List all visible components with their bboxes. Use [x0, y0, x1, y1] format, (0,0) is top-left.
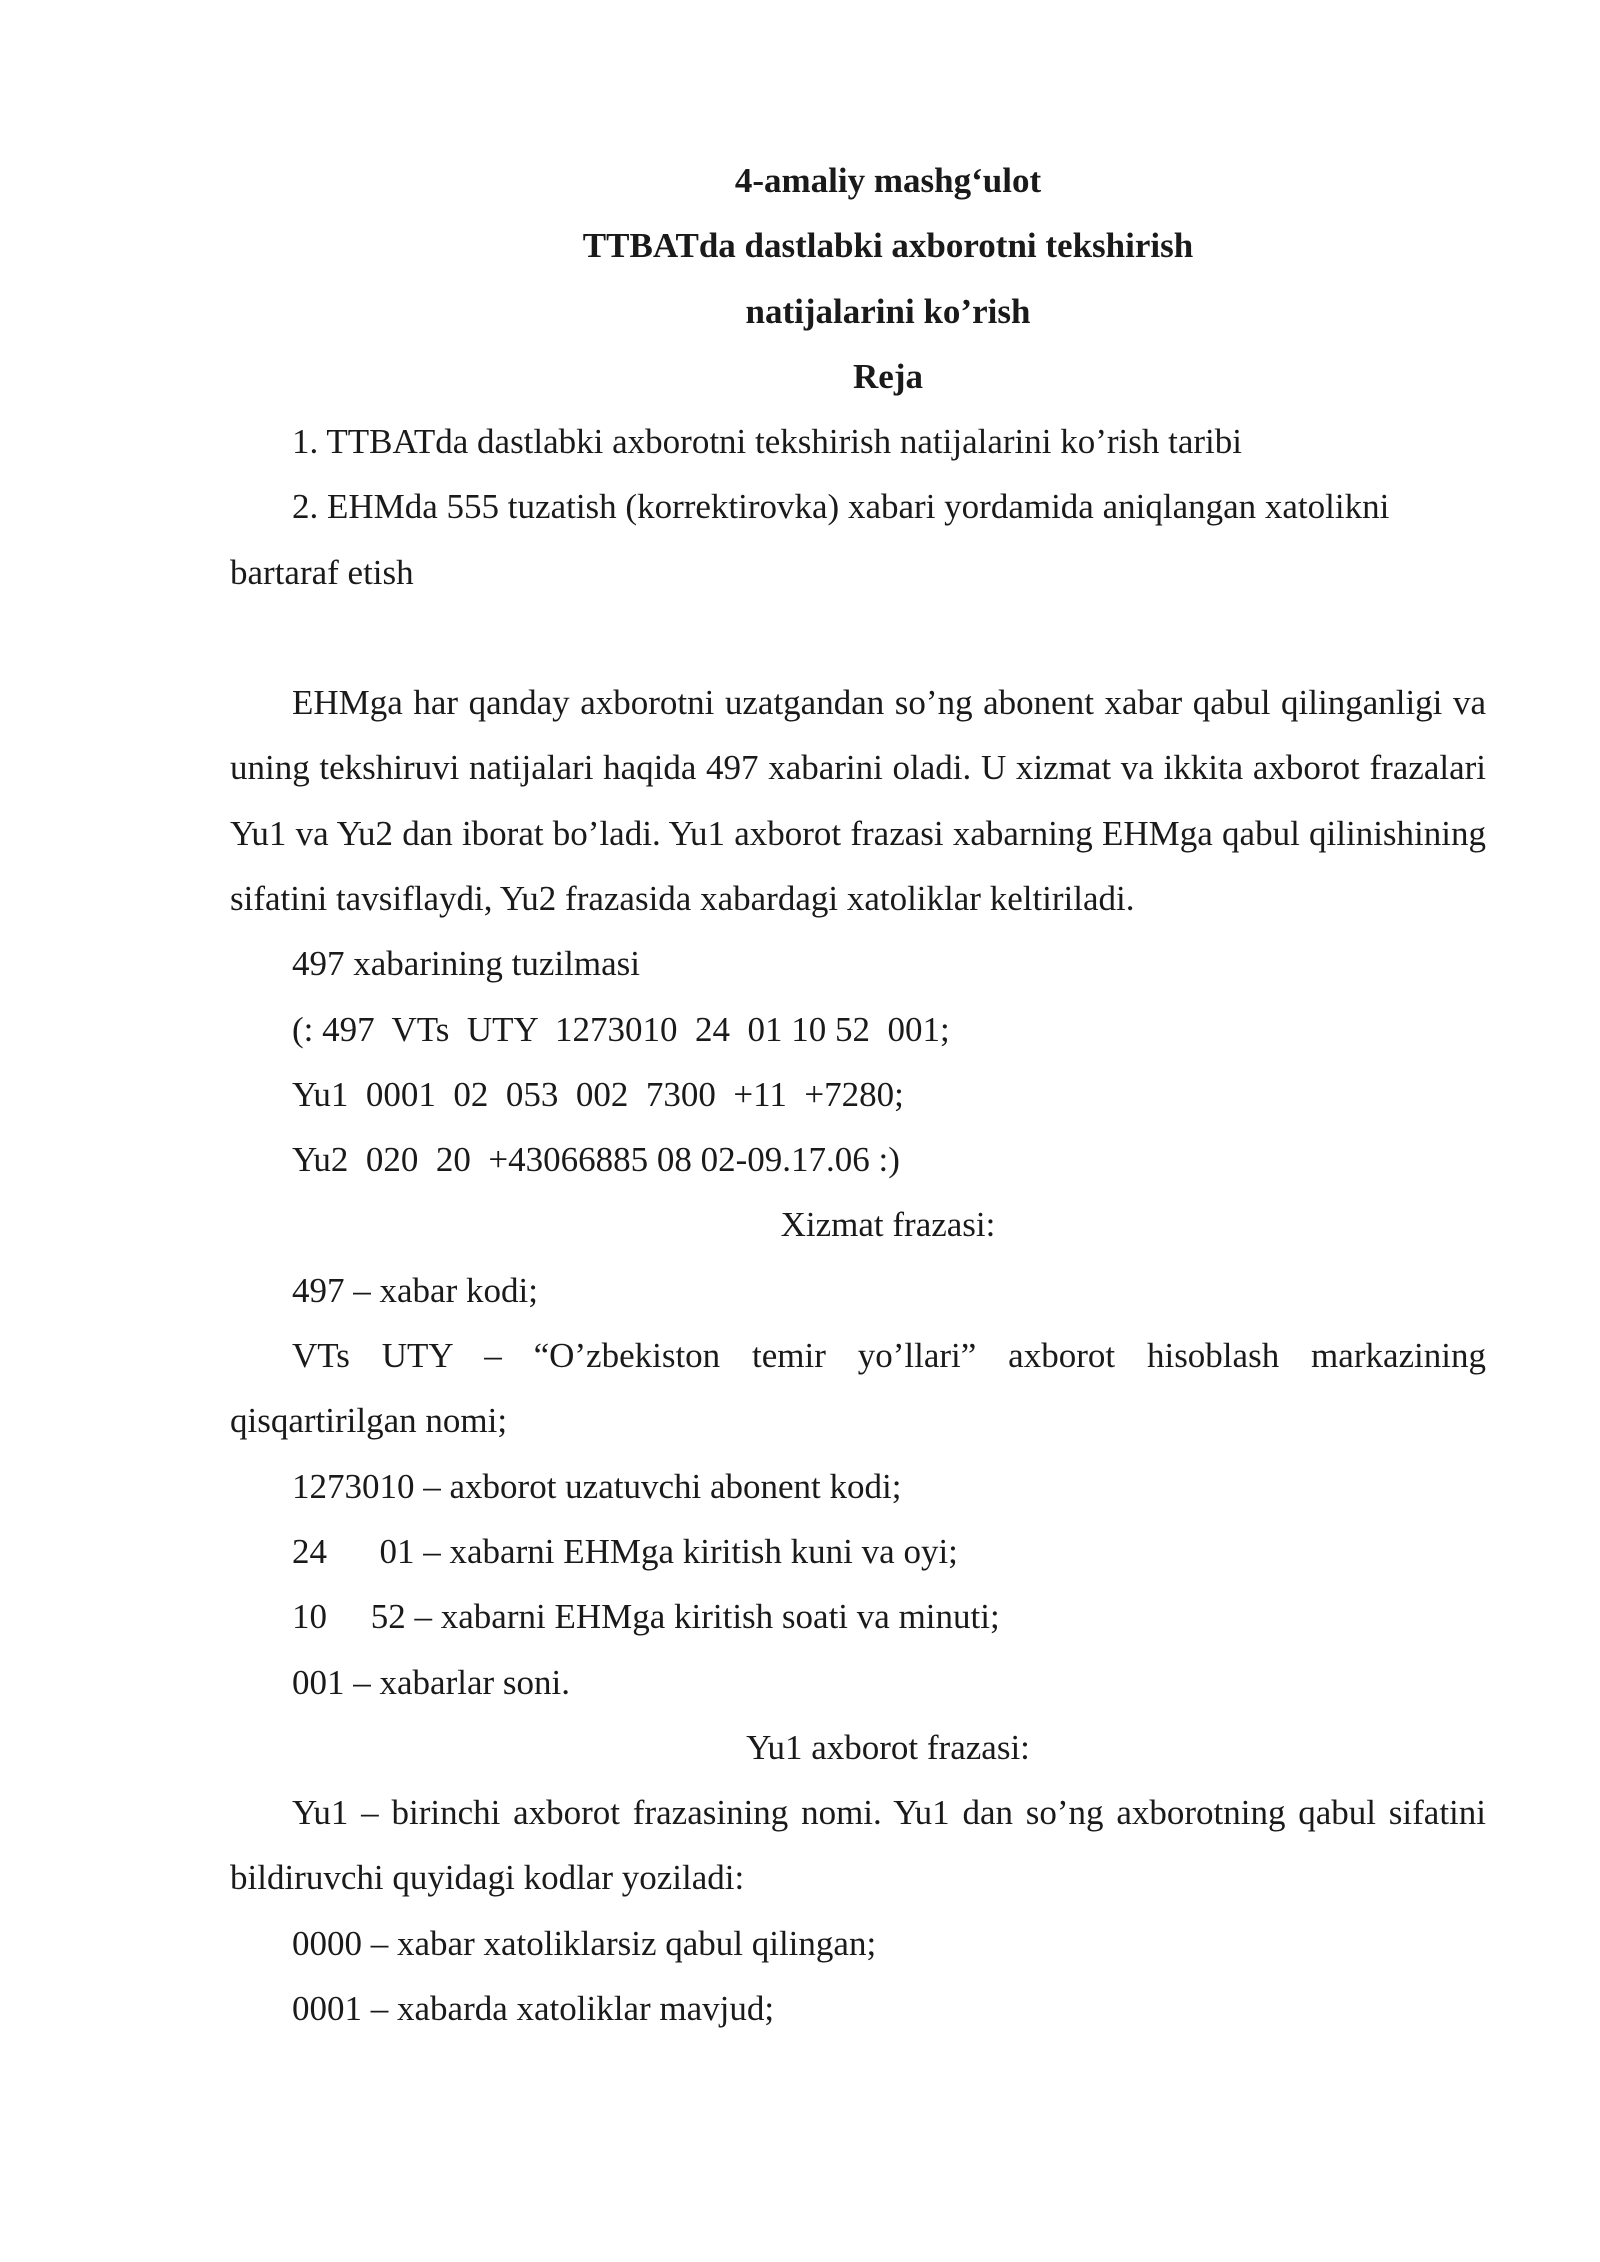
topic-title-line-2: natijalarini ko’rish	[745, 291, 1031, 331]
plan-item-2: 2. EHMda 555 tuzatish (korrektirovka) xabari yordamida aniqlangan xatolikni bartaraf etish	[230, 487, 1390, 592]
yu1-intro-paragraph: Yu1 – birinchi axborot frazasining nomi. Yu1 dan so’ng axborotning qabul sifatini bildiruvchi quyidagi kodlar yoziladi:	[230, 1793, 1486, 1898]
service-item-2: VTs UTY – “O’zbekiston temir yo’llari” axborot hisoblash markazining qisqartirilgan nomi;	[230, 1336, 1486, 1441]
topic-title-line-1: TTBATda dastlabki axborotni tekshirish	[582, 226, 1194, 266]
service-item-3: 1273010 – axborot uzatuvchi abonent kodi;	[292, 1466, 902, 1506]
service-phrase-caption: Xizmat frazasi:	[780, 1205, 996, 1245]
intro-paragraph: EHMga har qanday axborotni uzatgandan so’ng abonent xabar qabul qilinganligi va uning tekshiruvi natijalari haqida 497 xabarini oladi. U xizmat va ikkita axborot frazalari Yu1 va Yu2 dan iborat bo’ladi. Yu1 axborot frazasi xabarning EHMga qabul qilinishining sifatini tavsiflaydi, Yu2 frazasida xabardagi xatoliklar keltiriladi.	[230, 683, 1486, 918]
title-block	[290, 148, 1486, 409]
yu1-phrase-caption: Yu1 axborot frazasi:	[746, 1727, 1030, 1767]
plan-item-1: 1. TTBATda dastlabki axborotni tekshirish natijalarini ko’rish taribi	[292, 422, 1243, 462]
lesson-title: 4-amaliy mashg‘ulot	[734, 161, 1042, 200]
structure-line-1: (: 497 VTs UTY 1273010 24 01 10 52 001;	[292, 1009, 950, 1049]
service-item-4: 24 01 – xabarni EHMga kiritish kuni va oyi;	[292, 1531, 958, 1571]
structure-line-2: Yu1 0001 02 053 002 7300 +11 +7280;	[292, 1074, 904, 1114]
spacer	[230, 605, 1486, 670]
structure-title: 497 xabarining tuzilmasi	[292, 944, 640, 984]
yu1-code-1: 0000 – xabar xatoliklarsiz qabul qilingan;	[292, 1923, 877, 1963]
structure-line-3: Yu2 020 20 +43066885 08 02-09.17.06 :)	[292, 1140, 900, 1180]
service-item-5: 10 52 – xabarni EHMga kiritish soati va minuti;	[292, 1597, 1000, 1637]
service-item-6: 001 – xabarlar soni.	[292, 1662, 570, 1702]
service-item-1: 497 – xabar kodi;	[292, 1270, 538, 1310]
plan-heading: Reja	[853, 356, 923, 396]
yu1-code-2: 0001 – xabarda xatoliklar mavjud;	[292, 1989, 775, 2029]
